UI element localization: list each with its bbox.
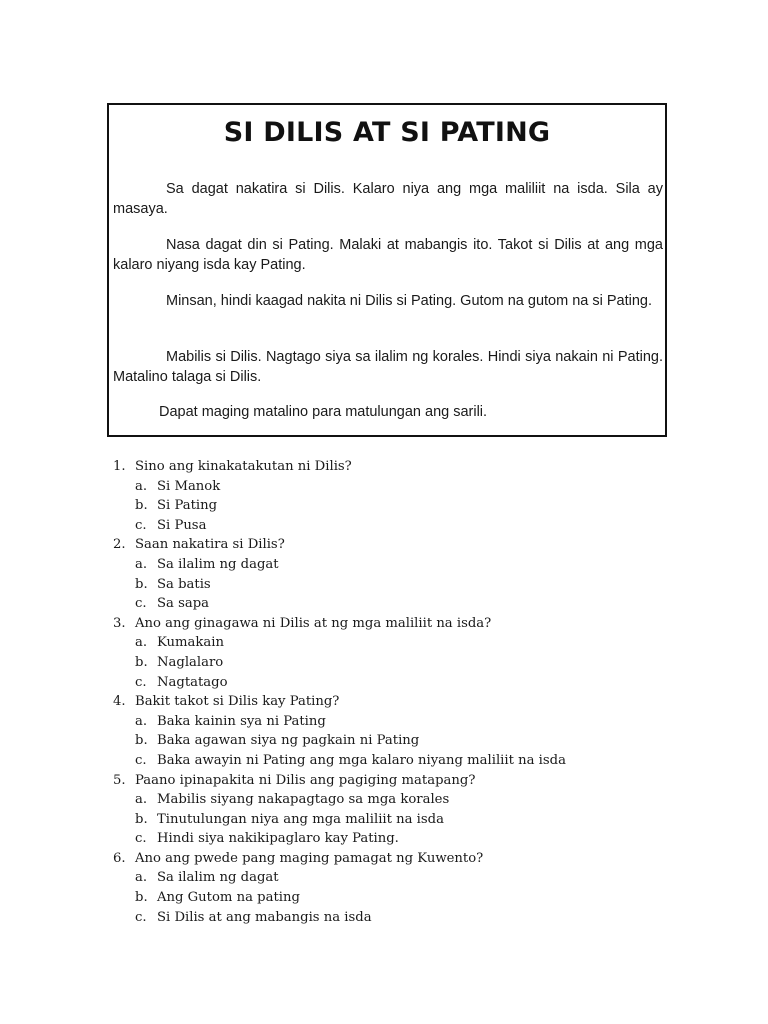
option-text: Sa sapa (157, 596, 210, 612)
option-text: Baka kainin sya ni Pating (157, 713, 326, 729)
option-letter: c. (135, 517, 147, 533)
question-number: 5. (113, 772, 126, 788)
option-text: Mabilis siyang nakapagtago sa mga korales (157, 792, 450, 808)
question-line (113, 692, 673, 712)
option-letter: a. (135, 478, 148, 494)
answer-option (113, 731, 673, 751)
question-text: Sino ang kinakatakutan ni Dilis? (135, 459, 352, 474)
option-letter: a. (135, 792, 148, 808)
answer-option (113, 477, 673, 497)
option-letter: a. (135, 556, 148, 572)
option-letter: b. (135, 811, 148, 827)
option-text: Sa ilalim ng dagat (157, 556, 279, 572)
question-number: 2. (113, 537, 126, 553)
question-line (113, 614, 673, 634)
question-text: Ano ang pwede pang maging pamagat ng Kuwento? (135, 850, 484, 866)
option-letter: a. (135, 870, 148, 886)
option-text: Hindi siya nakikipaglaro kay Pating. (157, 831, 399, 847)
answer-option (113, 653, 673, 673)
answer-option (113, 751, 673, 771)
option-text: Tinutulungan niya ang mga maliliit na isda (157, 811, 444, 827)
option-text: Kumakain (157, 635, 224, 651)
question-text: Paano ipinapakita ni Dilis ang pagiging matapang? (135, 772, 476, 788)
answer-option (113, 633, 673, 653)
option-text: Baka agawan siya ng pagkain ni Pating (157, 733, 420, 749)
question-number: 1. (113, 459, 126, 474)
option-letter: b. (135, 498, 148, 514)
option-text: Ang Gutom na pating (157, 890, 300, 906)
story-paragraph-4: Mabilis si Dilis. Nagtago siya sa ilalim ng korales. Hindi siya nakain ni Pating. Matalino talaga si Dilis. (113, 349, 663, 385)
answer-option (113, 908, 673, 928)
option-letter: c. (135, 596, 147, 612)
option-letter: b. (135, 576, 148, 592)
option-letter: c. (135, 909, 147, 925)
question-number: 4. (113, 694, 126, 710)
story-moral: Dapat maging matalino para matulungan ang sarili. (159, 404, 488, 420)
answer-option (113, 829, 673, 849)
story-paragraph-2: Nasa dagat din si Pating. Malaki at mabangis ito. Takot si Dilis at ang mga kalaro niyang isda kay Pating. (113, 237, 663, 273)
question-line (113, 457, 673, 477)
story-paragraph-1: Sa dagat nakatira si Dilis. Kalaro niya ang mga maliliit na isda. Sila ay masaya. (113, 181, 663, 217)
option-letter: c. (135, 831, 147, 847)
answer-option (113, 868, 673, 888)
question-5 (113, 771, 673, 849)
option-text: Si Manok (157, 478, 221, 494)
answer-option (113, 496, 673, 516)
question-text: Bakit takot si Dilis kay Pating? (135, 694, 340, 710)
question-number: 3. (113, 615, 126, 631)
answer-option (113, 555, 673, 575)
option-text: Nagtatago (157, 674, 228, 690)
question-text: Ano ang ginagawa ni Dilis at ng mga maliliit na isda? (135, 615, 492, 631)
option-text: Si Pusa (157, 517, 207, 533)
answer-option (113, 790, 673, 810)
option-letter: b. (135, 890, 148, 906)
question-list (113, 457, 673, 927)
option-text: Baka awayin ni Pating ang mga kalaro niyang maliliit na isda (157, 752, 566, 768)
answer-option (113, 810, 673, 830)
question-6 (113, 849, 673, 927)
answer-option (113, 575, 673, 595)
option-text: Sa batis (157, 576, 211, 592)
answer-option (113, 516, 673, 536)
option-text: Sa ilalim ng dagat (157, 870, 279, 886)
question-text: Saan nakatira si Dilis? (135, 537, 285, 553)
question-line (113, 771, 673, 791)
question-3 (113, 614, 673, 692)
option-letter: a. (135, 713, 148, 729)
option-letter: a. (135, 635, 148, 651)
option-text: Naglalaro (157, 654, 224, 670)
answer-option (113, 712, 673, 732)
answer-option (113, 888, 673, 908)
option-text: Si Pating (157, 498, 218, 514)
story-title: SI DILIS AT SI PATING (223, 117, 551, 148)
option-text: Si Dilis at ang mabangis na isda (157, 909, 372, 925)
question-line (113, 849, 673, 869)
question-2 (113, 535, 673, 613)
story-paragraph-3: Minsan, hindi kaagad nakita ni Dilis si Pating. Gutom na gutom na si Pating. (166, 293, 653, 309)
question-4 (113, 692, 673, 770)
option-letter: c. (135, 674, 147, 690)
question-number: 6. (113, 850, 126, 866)
question-1 (113, 457, 673, 535)
answer-option (113, 594, 673, 614)
option-letter: c. (135, 752, 147, 768)
option-letter: b. (135, 733, 148, 749)
question-line (113, 535, 673, 555)
option-letter: b. (135, 654, 148, 670)
answer-option (113, 673, 673, 693)
story-box (107, 103, 667, 437)
